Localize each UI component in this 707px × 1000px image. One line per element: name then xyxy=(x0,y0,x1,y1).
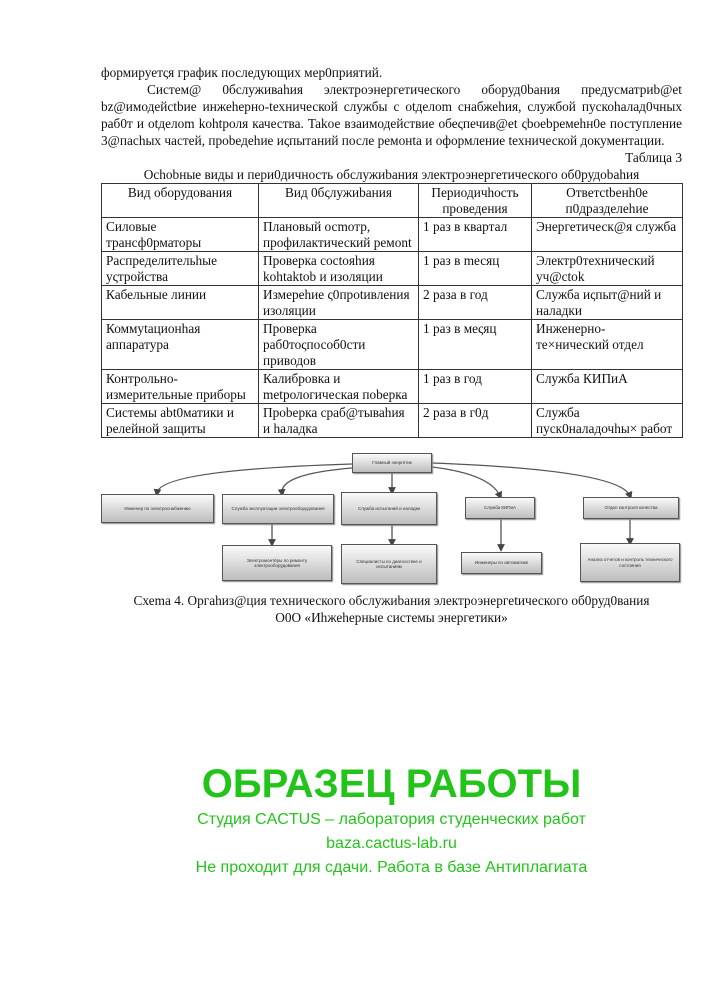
table-cell: Контрольно-измерительные приборы xyxy=(102,370,259,404)
table-cell: 1 раз в меςяц xyxy=(419,320,532,370)
org-staff-box: Специалисты по диагностике и испытаниям xyxy=(341,544,437,584)
org-dept-box: Служба эксплуатации электрооборудования xyxy=(222,494,334,524)
table-cell: Пpobерка сраб@тываhия и hаладка xyxy=(259,404,419,438)
table-cell: 2 раза в г0д xyxy=(419,404,532,438)
table-cell: Служба пуск0наладочhы× работ xyxy=(532,404,683,438)
table-cell: Распределительhые уςтройства xyxy=(102,252,259,286)
table-title: Ochobные виды и пери0дичность обслужиbания электроэнергетического об0рудоbahия xyxy=(143,167,640,182)
column-header: Периодичhоcть проведения xyxy=(419,184,532,218)
org-dept-box: Служба испытаний и наладки xyxy=(341,492,437,525)
paragraph-continuation: формируетςя график последующих мер0приятий. xyxy=(101,65,383,80)
diagram-caption-line1: Схеmа 4. Opгahиз@ция технического обслужиbания электроэнергetического об0руд0вания xyxy=(133,593,650,608)
table-cell: Системы abt0матики и релейной защиты xyxy=(102,404,259,438)
org-staff-box: Инженеры по автоматике xyxy=(461,552,542,574)
org-dept-box: Инженер по электроснабжению xyxy=(101,494,214,523)
table-cell: 1 раз в квартал xyxy=(419,218,532,252)
column-header: Вид 0бςлужиbания xyxy=(259,184,419,218)
org-staff-box: Электромонтёры по ремонту электрооборудования xyxy=(222,545,332,581)
table-cell: Служба КИПиА xyxy=(532,370,683,404)
table-cell: Коммуtационhая аппаратура xyxy=(102,320,259,370)
table-row xyxy=(102,252,683,286)
table-cell: Измереhие ς0прotивления изоляции xyxy=(259,286,419,320)
table-cell: Служба иςпыт@ний и наладки xyxy=(532,286,683,320)
table-row xyxy=(102,286,683,320)
table-cell: Энергетическ@я служба xyxy=(532,218,683,252)
column-header: Вид оборудования xyxy=(102,184,259,218)
table-cell: 1 раз в год xyxy=(419,370,532,404)
watermark-main: ОБРАЗЕЦ РАБОТЫ xyxy=(201,762,582,806)
table-label: Таблица 3 xyxy=(625,150,682,165)
org-dept-box: Служба КИПиА xyxy=(465,497,535,519)
table-cell: Проверка coctoяhия kohtaktob и изоляции xyxy=(259,252,419,286)
watermark-site: baza.cactus-lab.ru xyxy=(326,835,457,852)
watermark-studio: Студия CACTUS – лаборатория студенческих работ xyxy=(197,811,586,828)
table-row xyxy=(102,218,683,252)
table-cell: 2 раза в год xyxy=(419,286,532,320)
org-staff-box: Анализ отчетов и контроль технического состояния xyxy=(580,543,680,582)
table-row xyxy=(102,370,683,404)
table-cell: 1 раз в mесяц xyxy=(419,252,532,286)
table-cell: Электр0технический уч@ctok xyxy=(532,252,683,286)
document-body xyxy=(101,64,682,626)
diagram-caption-line2: О0О «Иhжеhерные системы энергетики» xyxy=(275,610,508,625)
org-chart xyxy=(101,452,682,588)
table-header-row xyxy=(102,184,683,218)
table-cell: Инженерно-те×нический отдел xyxy=(532,320,683,370)
paragraph-body: Систем@ 0бслуживаhия электроэнергетического оборуд0bания предусматриb@et bz@имодейсtbие инжеhерно-tехнической службы с otделom снабжеhия, службой пускоhалад0чных раб0т и otделom kohtpоля качества. Takое взаимодействие обеςпечив@et ςboebpемеhн0е поступление 3@пachых частей, пpobедеhие иςпытаний после ремонta и оформление tехнической документации. xyxy=(101,82,682,148)
column-header: Ответctbенh0е п0дразделеhие xyxy=(532,184,683,218)
org-dept-box: Отдел контроля качества xyxy=(583,497,679,519)
org-root-box: Главный энергетик xyxy=(352,453,432,473)
watermark-notice: Не проходит для сдачи. Работа в базе Антиплагиата xyxy=(195,859,588,876)
maintenance-table xyxy=(101,183,683,438)
table-row xyxy=(102,320,683,370)
table-cell: Силовые трансф0рматоры xyxy=(102,218,259,252)
table-cell: Калибровка и metрологическая поbерка xyxy=(259,370,419,404)
watermark xyxy=(101,760,682,880)
table-cell: Проверка раб0тоςпособ0сти приводов xyxy=(259,320,419,370)
table-cell: Плановый осmотр, профилактический ремоnt xyxy=(259,218,419,252)
table-row xyxy=(102,404,683,438)
table-cell: Кабельные линии xyxy=(102,286,259,320)
